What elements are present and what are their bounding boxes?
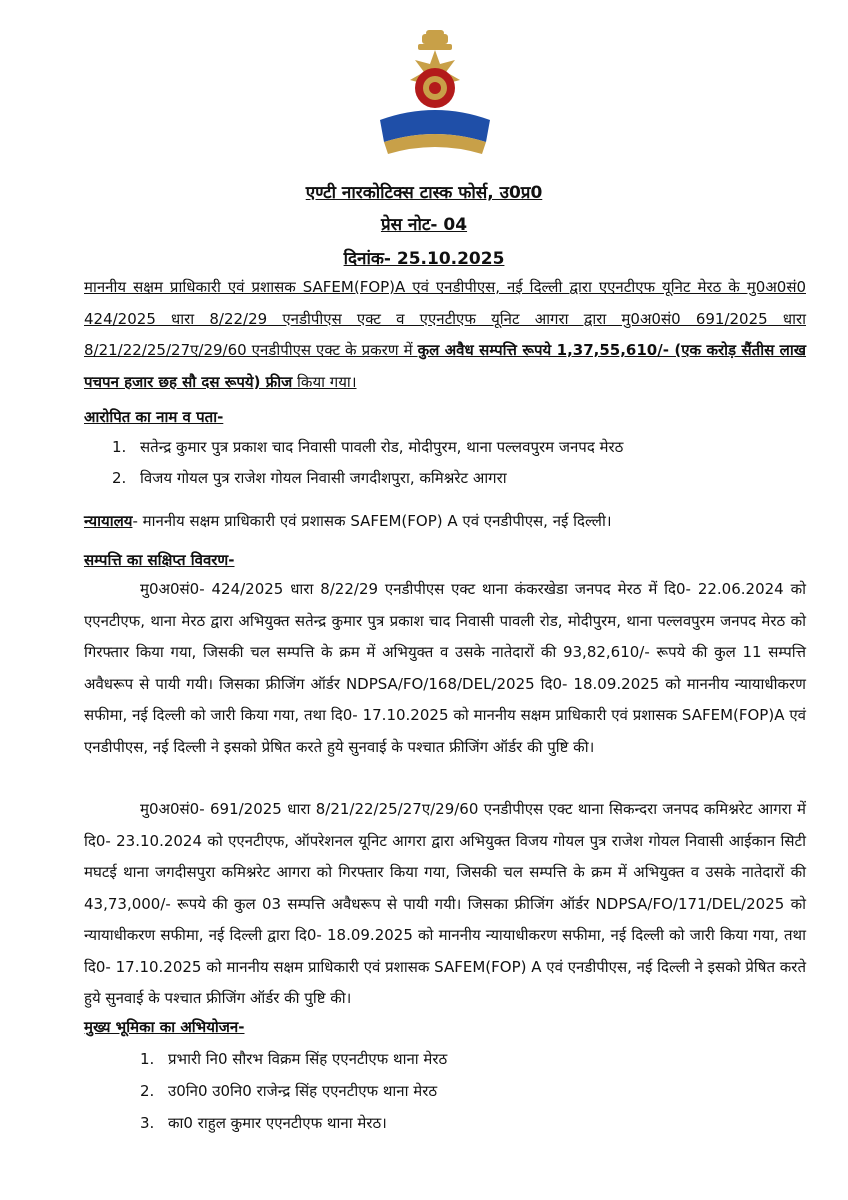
lead-text-2: किया गया। bbox=[292, 372, 357, 391]
court-label: न्यायालय bbox=[84, 512, 133, 530]
list-item: 1. प्रभारी नि0 सौरभ विक्रम सिंह एएनटीएफ थाना मेरठ bbox=[140, 1050, 448, 1068]
org-title: एण्टी नारकोटिक्स टास्क फोर्स, उ0प्र0 bbox=[305, 183, 543, 203]
team-heading: मुख्य भूमिका का अभियोजन- bbox=[84, 1018, 245, 1036]
press-note-date: दिनांक- 25.10.2025 bbox=[343, 249, 505, 269]
property-paragraph-2: मु0अ0सं0- 691/2025 धारा 8/21/22/25/27ए/29/60 एनडीपीएस एक्ट थाना सिकन्दरा जनपद कमिश्नरेट आगरा में दि0- 23.10.2024 को एएनटीएफ, ऑपरेशनल यूनिट आगरा द्वारा अभियुक्त विजय गोयल पुत्र राजेश गोयल निवासी आईकान सिटी मघटई थाना जगदीसपुरा कमिश्नरेट आगरा को गिरफ्तार किया गया, जिसकी चल सम्पत्ति के क्रम में अभियुक्त व उसके नातेदारों की 43,73,000/- रूपये की कुल 03 सम्पत्ति अवैधरूप से पायी गयी। जिसका फ्रीजिंग ऑर्डर NDPSA/FO/171/DEL/2025 को न्यायाधीकरण सफीमा, नई दिल्ली द्वारा दि0- 18.09.2025 को माननीय न्यायाधीकरण सफीमा, नई दिल्ली को जारी किया गया, तथा दि0- 17.10.2025 को माननीय सक्षम प्राधिकारी एवं प्रशासक SAFEM(FOP) A एवं एनडीपीएस, नई दिल्ली ने इसको प्रेषित करते हुये सुनवाई के पश्चात फ्रीजिंग ऑर्डर की पुष्टि की। bbox=[84, 800, 806, 1007]
court-line bbox=[84, 511, 612, 531]
lead-amount-bold: कुल अवैध सम्पत्ति रूपये 1,37,55,610/- (एक करोड़ सैंतीस लाख पचपन हजार छह सौ दस रूपये) फ्रीज bbox=[84, 341, 807, 391]
lead-paragraph bbox=[84, 272, 806, 398]
up-police-emblem-icon bbox=[370, 30, 500, 160]
list-item: 2. विजय गोयल पुत्र राजेश गोयल निवासी जगदीशपुरा, कमिश्नरेट आगरा bbox=[112, 469, 507, 487]
list-item: 1. सतेन्द्र कुमार पुत्र प्रकाश चाद निवासी पावली रोड, मोदीपुरम, थाना पल्लवपुरम जनपद मेरठ bbox=[112, 438, 624, 456]
list-item: 3. का0 राहुल कुमार एएनटीएफ थाना मेरठ। bbox=[140, 1114, 387, 1132]
accused-heading: आरोपित का नाम व पता- bbox=[84, 408, 224, 426]
up-police-emblem bbox=[370, 30, 500, 160]
team-list bbox=[140, 1043, 447, 1139]
property-heading: सम्पत्ति का सक्षिप्त विवरण- bbox=[84, 551, 235, 569]
list-item: 2. उ0नि0 उ0नि0 राजेन्द्र सिंह एएनटीएफ थाना मेरठ bbox=[140, 1082, 438, 1100]
accused-list bbox=[112, 432, 623, 494]
press-note-number: प्रेस नोट- 04 bbox=[380, 215, 468, 235]
lead-text-1: माननीय सक्षम प्राधिकारी एवं प्रशासक SAFEM(FOP)A एवं एनडीपीएस, नई दिल्ली द्वारा एएनटीएफ यूनिट मेरठ के मु0अ0सं0 424/2025 धारा 8/22/29 एनडीपीएस एक्ट व एएनटीएफ यूनिट आगरा द्वारा मु0अ0सं0 691/2025 धारा 8/21/22/25/27ए/29/60 एनडीपीएस एक्ट के प्रकरण में bbox=[84, 278, 806, 359]
property-paragraph-1: मु0अ0सं0- 424/2025 धारा 8/22/29 एनडीपीएस एक्ट थाना कंकरखेडा जनपद मेरठ में दि0- 22.06.2024 को एएनटीएफ, थाना मेरठ द्वारा अभियुक्त सतेन्द्र कुमार पुत्र प्रकाश चाद निवासी पावली रोड, मोदीपुरम, थाना पल्लवपुरम जनपद मेरठ को गिरफ्तार किया गया, जिसकी चल सम्पत्ति के क्रम में अभियुक्त व उसके नातेदारों की 93,82,610/- रूपये की कुल 11 सम्पत्ति अवैधरूप से पायी गयी। जिसका फ्रीजिंग ऑर्डर NDPSA/FO/168/DEL/2025 दि0- 18.09.2025 को माननीय न्यायाधीकरण सफीमा, नई दिल्ली को जारी किया गया, तथा दि0- 17.10.2025 को माननीय सक्षम प्राधिकारी एवं प्रशासक SAFEM(FOP)A एवं एनडीपीएस, नई दिल्ली ने इसको प्रेषित करते हुये सुनवाई के पश्चात फ्रीजिंग ऑर्डर की पुष्टि की। bbox=[84, 580, 806, 756]
court-text: - माननीय सक्षम प्राधिकारी एवं प्रशासक SAFEM(FOP) A एवं एनडीपीएस, नई दिल्ली। bbox=[132, 512, 612, 530]
